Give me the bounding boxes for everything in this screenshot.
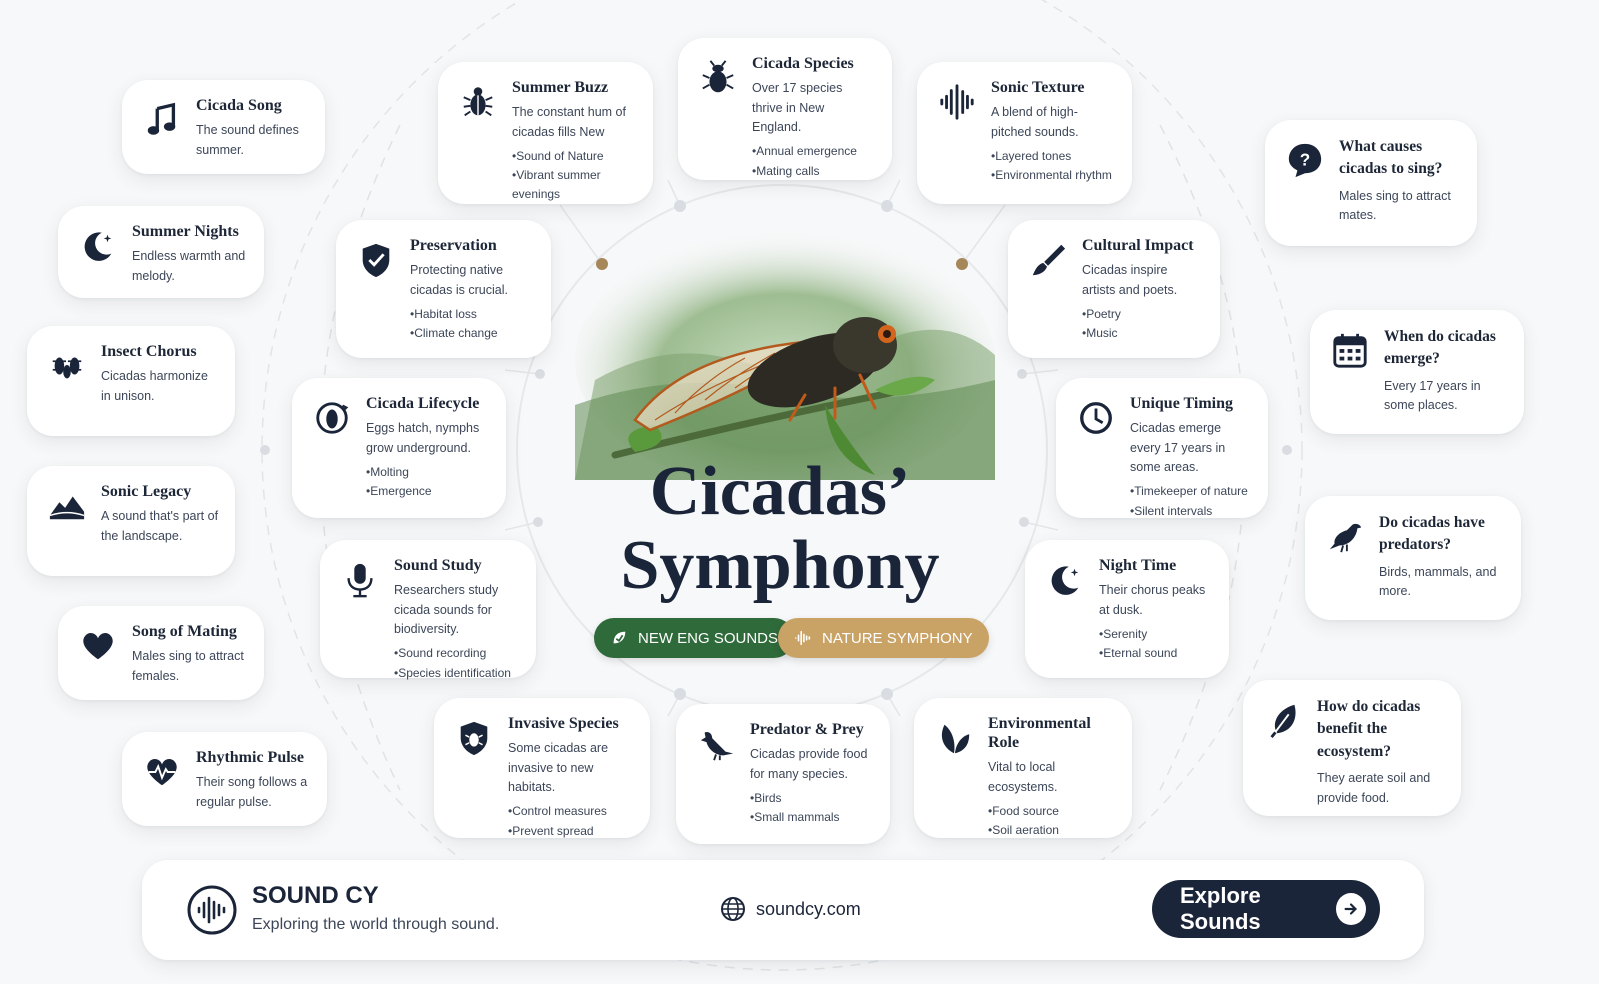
card-title: Summer Buzz [512, 79, 609, 96]
bullet-item: • Species identification [394, 664, 520, 683]
card-bullets [512, 147, 637, 205]
card-rhythmic-pulse [122, 732, 327, 826]
card-sound-study [320, 540, 536, 678]
clock-icon [1076, 398, 1116, 438]
card-desc: A sound that's part of the landscape. [101, 509, 219, 543]
card-desc: Cicadas emerge every 17 years in some areas. [1130, 421, 1226, 474]
card-title: Night Time [1099, 557, 1177, 574]
card-summer-nights [58, 206, 264, 298]
card-title: Do cicadas have predators? [1379, 514, 1485, 554]
website-link[interactable] [720, 896, 861, 922]
bug-icon [458, 82, 498, 122]
card-title: Invasive Species [508, 715, 619, 732]
card-title: Sound Study [394, 557, 482, 574]
card-title: Insect Chorus [101, 343, 197, 360]
card-title: When do cicadas emerge? [1384, 328, 1496, 368]
card-title: Preservation [410, 237, 497, 254]
badge-nature-symphony [778, 618, 989, 658]
bullet-item: • Birds [750, 789, 874, 808]
bullet-item: • Serenity [1099, 625, 1213, 644]
beetle-icon [698, 58, 738, 98]
bullet-item: • Sound recording [394, 644, 520, 663]
bullet-item: • Annual emergence [752, 142, 876, 161]
bullet-item: • Mating calls [752, 162, 876, 181]
card-sonic-legacy [27, 466, 235, 576]
card-desc: Males sing to attract females. [132, 649, 244, 683]
card-invasive-species [434, 698, 650, 838]
card-bullets [394, 644, 520, 682]
badge-new-eng-sounds [594, 618, 794, 658]
card-bullets [410, 305, 535, 343]
bullet-item: • Environmental rhythm [991, 166, 1116, 185]
svg-text:?: ? [1299, 150, 1311, 170]
card-title: What causes cicadas to sing? [1339, 138, 1443, 178]
cicada-hero-illustration [575, 230, 995, 480]
leaves-icon [934, 718, 974, 758]
card-title: Predator & Prey [750, 721, 864, 738]
shield-check-icon [356, 240, 396, 280]
card-desc: Some cicadas are invasive to new habitats. [508, 741, 609, 794]
card-title: Sonic Texture [991, 79, 1085, 96]
soundwave-icon [937, 82, 977, 122]
card-title: Song of Mating [132, 623, 237, 640]
bullet-item: • Eternal sound [1099, 644, 1213, 663]
brand-name: SOUND CY [252, 882, 379, 909]
website-label: soundcy.com [756, 898, 861, 919]
card-title: Rhythmic Pulse [196, 749, 304, 766]
card-desc: Cicadas inspire artists and poets. [1082, 263, 1178, 297]
card-desc: Every 17 years in some places. [1384, 378, 1481, 413]
card-desc: Their chorus peaks at dusk. [1099, 583, 1206, 617]
bullet-item: • Habitat loss [410, 305, 535, 324]
waveform-icon [794, 629, 812, 647]
card-desc: Over 17 species thrive in New England. [752, 81, 843, 134]
bullet-item: • Poetry [1082, 305, 1204, 324]
card-faq-when-emerge [1310, 310, 1524, 434]
card-cicada-species [678, 38, 892, 180]
bullet-item: • Sound of Nature [512, 147, 637, 166]
leaf-icon [1263, 700, 1303, 740]
card-title: How do cicadas benefit the ecosystem? [1317, 698, 1421, 760]
card-preservation [336, 220, 551, 358]
card-faq-ecosystem [1243, 680, 1461, 816]
cta-label: Explore Sounds [1180, 883, 1261, 934]
bullet-item: • Timekeeper of nature [1130, 482, 1252, 501]
card-desc: Cicadas harmonize in unison. [101, 369, 208, 403]
card-bullets [366, 463, 490, 501]
card-bullets [1082, 305, 1204, 343]
badge-label: NATURE SYMPHONY [822, 629, 973, 647]
card-title: Cicada Species [752, 55, 854, 72]
card-bullets [1099, 625, 1213, 663]
card-desc: Males sing to attract mates. [1339, 188, 1451, 223]
card-desc: A blend of high-pitched sounds. [991, 105, 1079, 139]
card-bullets [752, 142, 876, 180]
moon-stars-icon [1045, 560, 1085, 600]
calendar-icon [1330, 330, 1370, 370]
card-song-of-mating [58, 606, 264, 700]
heart-pulse-icon [142, 752, 182, 792]
card-title: Cicada Lifecycle [366, 395, 480, 412]
card-desc: Protecting native cicadas is crucial. [410, 263, 508, 297]
card-cicada-lifecycle [292, 378, 506, 518]
explore-sounds-button[interactable] [1152, 880, 1380, 938]
badge-label: NEW ENG SOUNDS [638, 629, 779, 647]
card-environmental-role [914, 698, 1132, 838]
insects-icon [47, 346, 87, 386]
main-title [560, 455, 1000, 602]
globe-icon [720, 896, 746, 922]
card-bullets [750, 789, 874, 827]
question-bubble-icon [1285, 140, 1325, 180]
card-desc: Eggs hatch, nymphs grow underground. [366, 421, 480, 455]
music-note-icon [142, 100, 182, 140]
card-faq-predators [1305, 496, 1521, 620]
card-title: Unique Timing [1130, 395, 1234, 412]
card-title: Cicada Song [196, 97, 282, 114]
card-bullets [1130, 482, 1252, 520]
title-line-2: Symphony [620, 526, 940, 604]
landscape-icon [47, 486, 87, 526]
card-desc: Cicadas provide food for many species. [750, 747, 868, 781]
card-desc: Birds, mammals, and more. [1379, 564, 1497, 599]
bullet-item: • Silent intervals [1130, 502, 1252, 521]
bird-icon [1325, 516, 1365, 556]
card-title: Sonic Legacy [101, 483, 192, 500]
brush-icon [1028, 240, 1068, 280]
card-cultural-impact [1008, 220, 1220, 358]
bullet-item: • Layered tones [991, 147, 1116, 166]
bullet-item: • Climate change [410, 324, 535, 343]
bullet-item: • Molting [366, 463, 490, 482]
microphone-icon [340, 560, 380, 600]
bullet-item: • Soil aeration [988, 821, 1116, 840]
card-unique-timing [1056, 378, 1268, 518]
card-predator-prey [676, 704, 890, 844]
lifecycle-icon [312, 398, 352, 438]
card-desc: Their song follows a regular pulse. [196, 775, 308, 809]
soundcy-logo-icon [186, 884, 238, 936]
card-bullets [508, 802, 634, 840]
card-summer-buzz [438, 62, 653, 204]
card-desc: Vital to local ecosystems. [988, 760, 1058, 794]
card-bullets [991, 147, 1116, 185]
title-line-1: Cicadas’ [649, 453, 911, 530]
card-desc: Endless warmth and melody. [132, 249, 246, 283]
bullet-item: • Control measures [508, 802, 634, 821]
card-title: Summer Nights [132, 223, 239, 240]
bullet-item: • Food source [988, 802, 1116, 821]
card-insect-chorus [27, 326, 235, 436]
brand-tagline: Exploring the world through sound. [252, 916, 500, 933]
card-cicada-song [122, 80, 325, 174]
card-bullets [988, 802, 1116, 840]
leaf-check-icon [610, 629, 628, 647]
bullet-item: • Small mammals [750, 808, 874, 827]
card-desc: The sound defines summer. [196, 123, 299, 157]
heart-icon [78, 626, 118, 666]
bullet-item: • Emergence [366, 482, 490, 501]
bullet-item: • Music [1082, 324, 1204, 343]
bullet-item: • Prevent spread [508, 822, 634, 841]
card-desc: Researchers study cicada sounds for biodiversity. [394, 583, 499, 636]
card-faq-why-sing [1265, 120, 1477, 246]
footer-bar [142, 860, 1424, 960]
card-title: Environmental Role [988, 715, 1091, 752]
bullet-item: • Vibrant summer evenings [512, 166, 637, 204]
shield-bug-icon [454, 718, 494, 758]
card-desc: They aerate soil and provide food. [1317, 771, 1431, 805]
card-night-time [1025, 540, 1229, 678]
bird-icon [696, 724, 736, 764]
arrow-right-icon [1336, 893, 1366, 925]
moon-stars-icon [78, 226, 118, 266]
card-sonic-texture [917, 62, 1132, 204]
card-desc: The constant hum of cicadas fills New [512, 105, 626, 139]
card-title: Cultural Impact [1082, 237, 1194, 254]
